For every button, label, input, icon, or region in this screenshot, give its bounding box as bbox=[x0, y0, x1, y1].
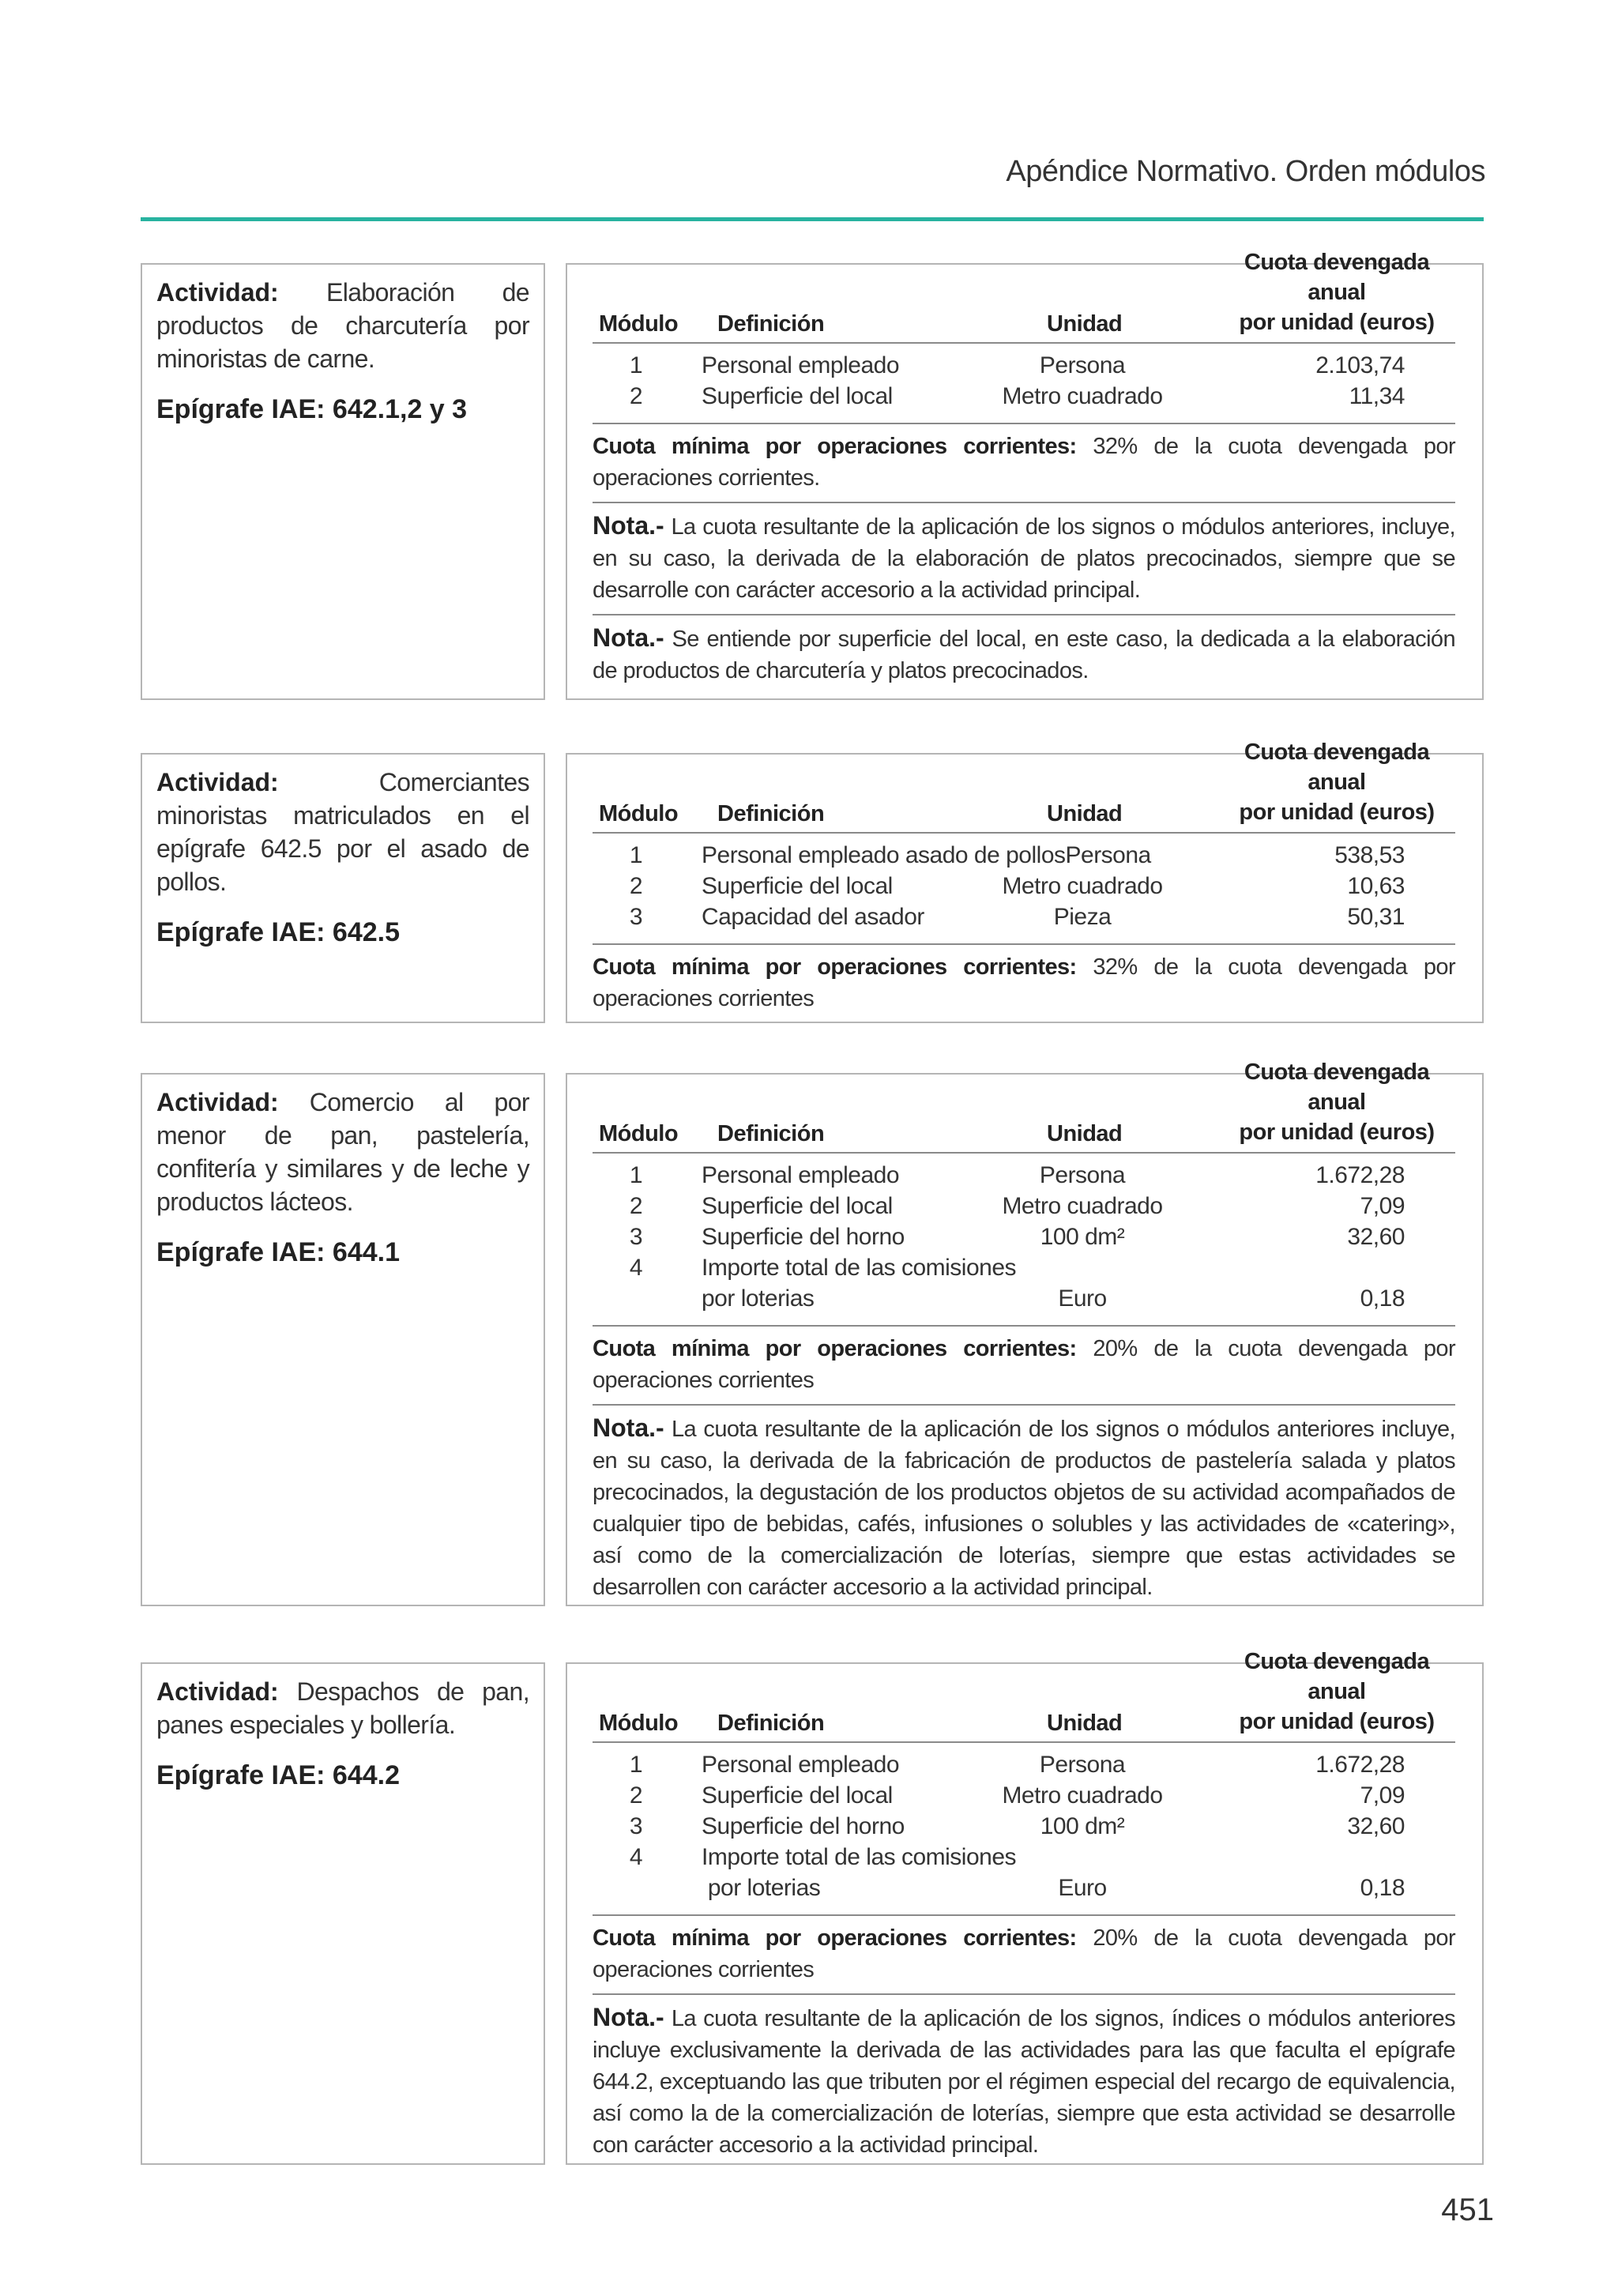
table-body bbox=[593, 344, 1455, 424]
cuota-line-2: por unidad (euros) bbox=[1239, 310, 1435, 335]
col-header-definicion: Definición bbox=[717, 311, 825, 337]
cuota-minima-text: 32% de la cuota devengada por operaciones corrientes. bbox=[593, 434, 1455, 491]
table-header bbox=[593, 740, 1455, 834]
col-header-unidad: Unidad bbox=[1047, 1711, 1123, 1736]
cell-definicion: Personal empleado asado de pollosPersona bbox=[702, 842, 1151, 868]
cuota-minima-label: Cuota mínima por operaciones corrientes: bbox=[593, 434, 1077, 459]
cuota-line-1: Cuota devengada anual bbox=[1244, 1649, 1430, 1704]
table-row bbox=[593, 1191, 1455, 1221]
table-row bbox=[593, 1160, 1455, 1191]
cuota-minima bbox=[593, 424, 1455, 503]
nota-label: Nota.- bbox=[593, 1413, 664, 1442]
cell-unidad: Metro cuadrado bbox=[1002, 1782, 1163, 1809]
cell-valor: 7,09 bbox=[1360, 1193, 1405, 1219]
cuota-minima-label: Cuota mínima por operaciones corrientes: bbox=[593, 1925, 1077, 1951]
cell-unidad: Metro cuadrado bbox=[1002, 1193, 1163, 1219]
cuota-minima-label: Cuota mínima por operaciones corrientes: bbox=[593, 1336, 1077, 1361]
col-header-modulo: Módulo bbox=[599, 801, 679, 826]
cell-valor: 50,31 bbox=[1347, 904, 1405, 930]
activity-text: Despachos de pan, panes especiales y bollería. bbox=[156, 1677, 529, 1739]
cuota-minima-label: Cuota mínima por operaciones corrientes: bbox=[593, 954, 1077, 980]
cuota-minima bbox=[593, 945, 1455, 1022]
cuota-minima bbox=[593, 1916, 1455, 1995]
col-header-modulo: Módulo bbox=[599, 1711, 679, 1736]
cell-definicion: Superficie del local bbox=[702, 873, 893, 899]
cell-valor: 0,18 bbox=[1360, 1875, 1405, 1901]
col-header-definicion: Definición bbox=[717, 801, 825, 826]
cell-definicion-line-1: Importe total de las comisiones bbox=[702, 1255, 1017, 1281]
cell-valor: 11,34 bbox=[1349, 383, 1405, 409]
nota bbox=[593, 1995, 1455, 2169]
cuota-line-1: Cuota devengada anual bbox=[1244, 740, 1430, 795]
epigrafe-label: Epígrafe IAE: 644.2 bbox=[156, 1760, 401, 1790]
table-body bbox=[593, 1743, 1455, 1916]
header-rule bbox=[141, 217, 1484, 221]
cell-definicion-line-1: Importe total de las comisiones bbox=[702, 1844, 1017, 1870]
col-header-unidad: Unidad bbox=[1047, 1121, 1123, 1146]
col-header-cuota bbox=[1218, 247, 1455, 337]
cell-valor: 10,63 bbox=[1347, 873, 1405, 899]
cell-unidad: Euro bbox=[1058, 1875, 1107, 1901]
cuota-minima-text: 32% de la cuota devengada por operaciones corrientes bbox=[593, 954, 1455, 1011]
cell-modulo: 2 bbox=[629, 383, 643, 409]
activity-description bbox=[156, 1086, 529, 1218]
table-row bbox=[593, 1842, 1455, 1903]
col-header-cuota bbox=[1218, 1647, 1455, 1737]
table-header bbox=[593, 1060, 1455, 1154]
cell-definicion: Superficie del local bbox=[702, 1782, 893, 1809]
cell-definicion: Superficie del horno bbox=[702, 1224, 905, 1250]
cell-valor: 32,60 bbox=[1347, 1813, 1405, 1839]
cuota-line-1: Cuota devengada anual bbox=[1244, 250, 1430, 305]
cell-unidad: 100 dm² bbox=[1040, 1813, 1125, 1839]
activity-text: Elaboración de productos de charcutería por minoristas de carne. bbox=[156, 278, 529, 373]
table-row bbox=[593, 381, 1455, 412]
nota-text: La cuota resultante de la aplicación de los signos, índices o módulos anteriores incluye exclusivamente la derivada de las actividades para las que faculta el epígrafe 644.2, exceptuando las que tributen por el régimen especial del recargo de equivalencia, así como la de la comercialización de loterías, siempre que esta actividad se desarrolle con carácter accesorio a la actividad principal. bbox=[593, 2006, 1455, 2158]
cell-valor: 2.103,74 bbox=[1315, 352, 1405, 378]
nota-text: Se entiende por superficie del local, en este caso, la dedicada a la elaboración de productos de charcutería y platos precocinados. bbox=[593, 627, 1455, 683]
col-header-definicion: Definición bbox=[717, 1121, 825, 1146]
cell-modulo: 1 bbox=[629, 352, 643, 378]
cell-valor: 0,18 bbox=[1360, 1285, 1405, 1312]
epigrafe-label: Epígrafe IAE: 642.5 bbox=[156, 917, 401, 947]
cuota-minima bbox=[593, 1327, 1455, 1406]
activity-box bbox=[141, 753, 545, 1023]
cell-valor: 32,60 bbox=[1347, 1224, 1405, 1250]
activity-description bbox=[156, 766, 529, 898]
cuota-line-2: por unidad (euros) bbox=[1239, 1120, 1435, 1145]
nota bbox=[593, 503, 1455, 615]
cuota-line-2: por unidad (euros) bbox=[1239, 800, 1435, 825]
cell-unidad: Pieza bbox=[1053, 904, 1112, 930]
cell-modulo: 4 bbox=[629, 1255, 643, 1281]
cell-modulo: 3 bbox=[629, 904, 643, 930]
cell-modulo: 3 bbox=[629, 1224, 643, 1250]
activity-text: Comerciantes minoristas matriculados en el epígrafe 642.5 por el asado de pollos. bbox=[156, 768, 529, 896]
nota-label: Nota.- bbox=[593, 511, 664, 540]
cell-definicion: Personal empleado bbox=[702, 352, 900, 378]
cell-valor: 1.672,28 bbox=[1315, 1162, 1405, 1188]
col-header-cuota bbox=[1218, 1057, 1455, 1147]
cell-definicion: Capacidad del asador bbox=[702, 904, 924, 930]
activity-label: Actividad: bbox=[156, 278, 279, 307]
activity-box bbox=[141, 263, 545, 700]
module-table-box bbox=[566, 740, 1484, 1023]
cell-modulo: 2 bbox=[629, 1193, 643, 1219]
col-header-modulo: Módulo bbox=[599, 1121, 679, 1146]
cell-unidad: Persona bbox=[1039, 1752, 1126, 1778]
cell-definicion-line-2: por loterias bbox=[707, 1875, 821, 1901]
cell-definicion: Superficie del horno bbox=[702, 1813, 905, 1839]
nota-text: La cuota resultante de la aplicación de los signos o módulos anteriores, incluye, en su caso, la derivada de la elaboración de platos precocinados, siempre que se desarrolle con carácter accesorio a la actividad principal. bbox=[593, 514, 1455, 603]
cell-modulo: 1 bbox=[629, 1162, 643, 1188]
cuota-minima-text: 20% de la cuota devengada por operaciones corrientes bbox=[593, 1336, 1455, 1393]
table-row bbox=[593, 1811, 1455, 1842]
table-header bbox=[593, 250, 1455, 344]
module-table-box bbox=[566, 250, 1484, 700]
col-header-cuota bbox=[1218, 737, 1455, 827]
cuota-line-1: Cuota devengada anual bbox=[1244, 1060, 1430, 1115]
cell-modulo: 2 bbox=[629, 873, 643, 899]
nota bbox=[593, 615, 1455, 694]
col-header-definicion: Definición bbox=[717, 1711, 825, 1736]
cell-modulo: 2 bbox=[629, 1782, 643, 1809]
table-body bbox=[593, 834, 1455, 945]
module-table-box bbox=[566, 1649, 1484, 2165]
table-row bbox=[593, 1252, 1455, 1314]
module-table-box bbox=[566, 1060, 1484, 1606]
cuota-minima-text: 20% de la cuota devengada por operaciones corrientes bbox=[593, 1925, 1455, 1982]
table-row bbox=[593, 840, 1455, 871]
activity-label: Actividad: bbox=[156, 768, 279, 796]
cell-definicion: Personal empleado bbox=[702, 1162, 900, 1188]
epigrafe-label: Epígrafe IAE: 642.1,2 y 3 bbox=[156, 394, 468, 424]
table-row bbox=[593, 871, 1455, 901]
cell-unidad: Metro cuadrado bbox=[1002, 873, 1163, 899]
activity-description bbox=[156, 1675, 529, 1741]
activity-box bbox=[141, 1073, 545, 1606]
nota-label: Nota.- bbox=[593, 2003, 664, 2031]
cell-modulo: 3 bbox=[629, 1813, 643, 1839]
table-row bbox=[593, 350, 1455, 381]
cell-modulo: 4 bbox=[629, 1844, 643, 1870]
cell-valor: 538,53 bbox=[1334, 842, 1405, 868]
cell-definicion: Personal empleado bbox=[702, 1752, 900, 1778]
activity-box bbox=[141, 1662, 545, 2165]
cell-unidad: Euro bbox=[1058, 1285, 1107, 1312]
table-header bbox=[593, 1649, 1455, 1743]
activity-label: Actividad: bbox=[156, 1088, 279, 1116]
cell-valor: 1.672,28 bbox=[1315, 1752, 1405, 1778]
nota bbox=[593, 1406, 1455, 1611]
cuota-line-2: por unidad (euros) bbox=[1239, 1709, 1435, 1734]
cell-modulo: 1 bbox=[629, 1752, 643, 1778]
cell-definicion-line-2: por loterias bbox=[702, 1285, 815, 1312]
activity-label: Actividad: bbox=[156, 1677, 279, 1706]
header-title: Apéndice Normativo. Orden módulos bbox=[1006, 155, 1485, 188]
table-row bbox=[593, 1780, 1455, 1811]
col-header-modulo: Módulo bbox=[599, 311, 679, 337]
col-header-unidad: Unidad bbox=[1047, 801, 1123, 826]
cell-unidad: Persona bbox=[1039, 1162, 1126, 1188]
cell-modulo: 1 bbox=[629, 842, 643, 868]
table-row bbox=[593, 901, 1455, 932]
table-row bbox=[593, 1749, 1455, 1780]
cell-definicion: Superficie del local bbox=[702, 383, 893, 409]
nota-text: La cuota resultante de la aplicación de los signos o módulos anteriores incluye, en su caso, la derivada de la fabricación de productos de pastelería salada y platos precocinados, la degustación de los productos objetos de su actividad acompañados de cualquier tipo de bebidas, cafés, infusiones o solubles y las actividades de «catering», así como de la comercialización de loterías, siempre que estas actividades se desarrollen con carácter accesorio a la actividad principal. bbox=[593, 1417, 1455, 1600]
epigrafe-label: Epígrafe IAE: 644.1 bbox=[156, 1237, 401, 1267]
table-row bbox=[593, 1221, 1455, 1252]
table-body bbox=[593, 1154, 1455, 1327]
cell-unidad: Metro cuadrado bbox=[1002, 383, 1163, 409]
cell-valor: 7,09 bbox=[1360, 1782, 1405, 1809]
nota-label: Nota.- bbox=[593, 623, 664, 652]
col-header-unidad: Unidad bbox=[1047, 311, 1123, 337]
cell-unidad: 100 dm² bbox=[1040, 1224, 1125, 1250]
cell-definicion: Superficie del local bbox=[702, 1193, 893, 1219]
page-number: 451 bbox=[1441, 2192, 1494, 2227]
cell-unidad: Persona bbox=[1039, 352, 1126, 378]
activity-text: Comercio al por menor de pan, pastelería, confitería y similares y de leche y productos lácteos. bbox=[156, 1088, 529, 1216]
activity-description bbox=[156, 276, 529, 375]
